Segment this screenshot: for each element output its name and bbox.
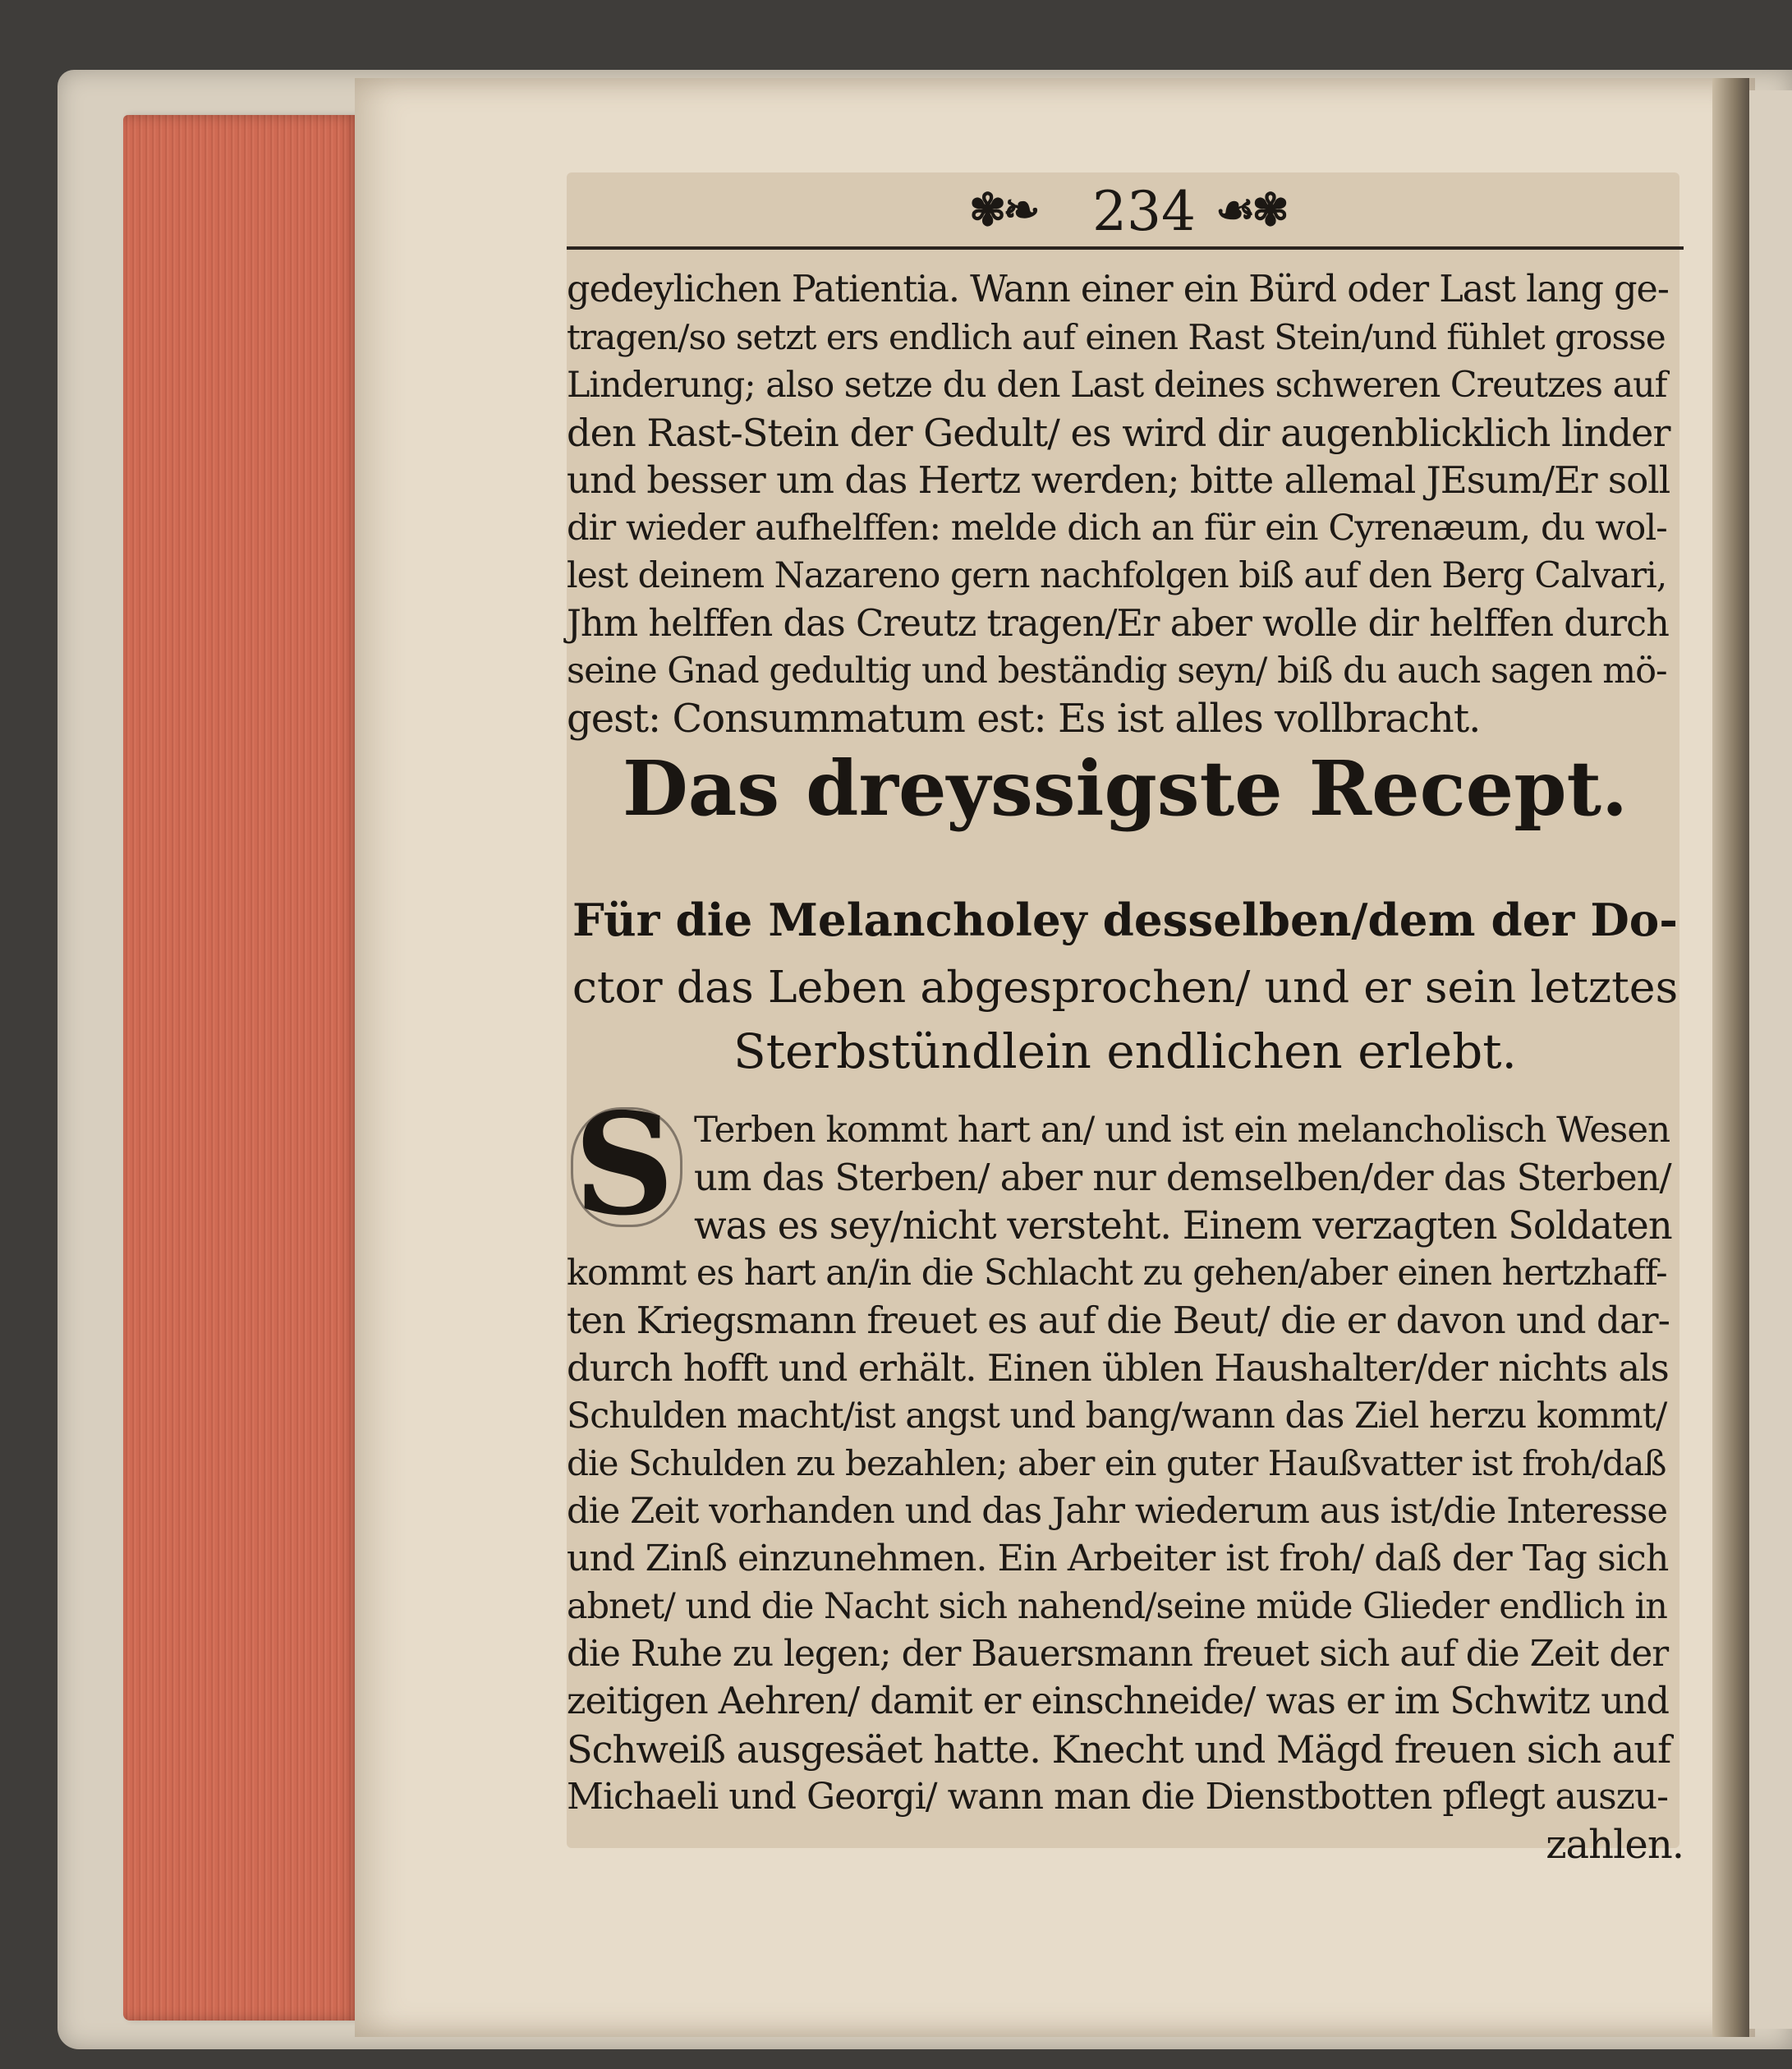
text-line: zeitigen Aehren/ damit er einschneide/ was er im Schwitz und [567,1680,1669,1722]
text-line: und besser um das Hertz werden; bitte allemal JEsum/Er soll [567,458,1670,502]
section-title: Das dreyssigste Recept. [622,744,1629,833]
book-gutter [1712,78,1749,2037]
drop-cap-flourish [571,1107,682,1227]
text-line: gest: Consummatum est: Es ist alles vollbracht. [567,696,1481,742]
text-line: abnet/ und die Nacht sich nahend/seine müde Glieder endlich in [567,1586,1667,1627]
text-line: Linderung; also setze du den Last deines schweren Creutzes auf [567,365,1667,406]
text-line: Schweiß ausgesäet hatte. Knecht und Mägd freuen sich auf [567,1727,1671,1772]
facing-page-edge [1749,90,1792,2029]
text-line: die Schulden zu bezahlen; aber ein guter Haußvatter ist froh/daß [567,1443,1666,1483]
text-line: was es sey/nicht versteht. Einem verzagten Soldaten [694,1203,1672,1248]
drop-cap-letter: S [573,1083,675,1247]
header-ornament-right: ☙✾ [1215,183,1286,236]
text-line: durch hofft und erhält. Einen üblen Haushalter/der nichts als [567,1346,1669,1390]
text-line: kommt es hart an/in die Schlacht zu gehen/aber einen hertzhaff- [567,1253,1667,1294]
subtitle-line: ctor das Leben abgesprochen/ und er sein letztes [572,961,1679,1013]
text-line: um das Sterben/ aber nur demselben/der das Sterben/ [694,1156,1671,1199]
page-number: 234 [1092,180,1196,243]
text-line: und Zinß einzunehmen. Ein Arbeiter ist froh/ daß der Tag sich [567,1538,1669,1579]
text-line: gedeylichen Patientia. Wann einer ein Bürd oder Last lang ge- [567,269,1669,310]
text-line: seine Gnad gedultig und beständig seyn/ biß du auch sagen mö- [567,651,1667,692]
text-line: den Rast-Stein der Gedult/ es wird dir augenblicklich linder [567,411,1670,455]
text-line: dir wieder aufhelffen: melde dich an für ein Cyrenæum, du wol- [567,508,1667,549]
header-rule [567,246,1684,250]
text-line: Schulden macht/ist angst und bang/wann das Ziel herzu kommt/ [567,1395,1667,1437]
header-ornament-left: ✾❧ [969,183,1037,236]
text-line: ten Kriegsmann freuet es auf die Beut/ die er davon und dar- [567,1299,1670,1342]
subtitle-line: Sterbstündlein endlichen erlebt. [733,1023,1517,1079]
catchword: zahlen. [1546,1822,1684,1868]
text-line: Michaeli und Georgi/ wann man die Dienstbotten pflegt auszu- [567,1776,1669,1818]
text-line: lest deinem Nazareno gern nachfolgen biß auf den Berg Calvari, [567,555,1667,596]
text-line: Terben kommt hart an/ und ist ein melancholisch Wesen [694,1110,1670,1151]
page-header [575,177,1679,246]
subtitle-line: Für die Melancholey desselben/dem der Do- [572,894,1678,946]
page-edge [123,115,361,2021]
text-line: Jhm helffen das Creutz tragen/Er aber wolle dir helffen durch [567,601,1669,645]
text-line: die Ruhe zu legen; der Bauersmann freuet sich auf die Zeit der [567,1633,1669,1675]
drop-cap [563,1083,686,1247]
text-line: tragen/so setzt ers endlich auf einen Rast Stein/und fühlet grosse [567,317,1666,357]
text-line: die Zeit vorhanden und das Jahr wiederum aus ist/die Interesse [567,1491,1668,1532]
